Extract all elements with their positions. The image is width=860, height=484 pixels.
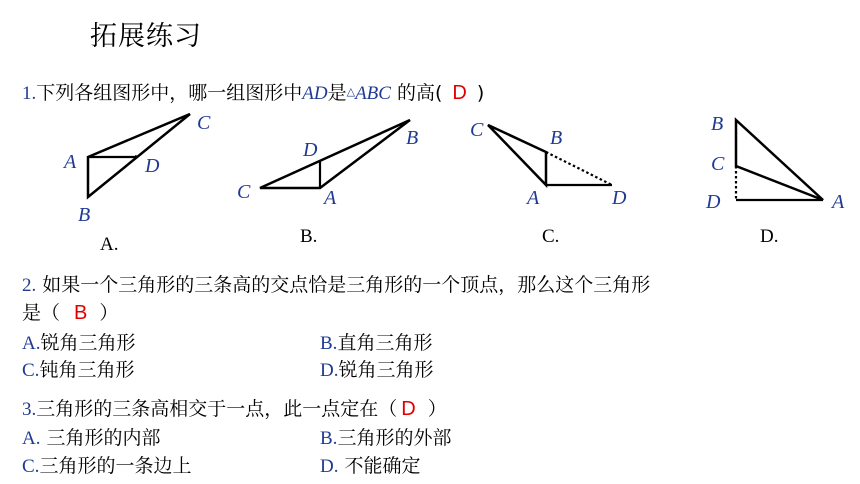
question-text: 三角形的三条高相交于一点，此一点定在（: [36, 398, 398, 420]
triangle-symbol: △: [346, 85, 356, 98]
point-label: D: [303, 139, 318, 161]
option-letter: A.: [22, 333, 41, 354]
figure-a: [88, 114, 190, 197]
point-label: D: [612, 187, 627, 209]
option: [320, 355, 434, 382]
question-text: 如果一个三角形的三条高的交点恰是三角形的一个顶点，那么这个三角形: [36, 274, 651, 296]
triangle-label: ABC: [355, 83, 391, 104]
question-text: 是: [327, 82, 347, 104]
option: [22, 451, 191, 478]
point-label: B: [78, 204, 91, 226]
option-letter: C.: [22, 360, 40, 381]
figure-label: D.: [760, 226, 779, 247]
option-text: 不能确定: [338, 455, 421, 477]
option: [22, 355, 134, 382]
option-text: 直角三角形: [337, 332, 433, 354]
option-letter: A.: [22, 428, 41, 449]
option: [22, 328, 136, 355]
point-label: C: [197, 112, 211, 134]
option-text: 三角形的内部: [40, 427, 161, 449]
option: [320, 423, 451, 450]
point-label: A: [324, 187, 337, 209]
question-3: [22, 394, 447, 421]
question-text: 下列各组图形中，哪一组图形中: [36, 82, 303, 104]
option: [22, 423, 161, 450]
figure-d: [736, 120, 823, 200]
point-label: C: [237, 181, 251, 203]
page-title: 拓展练习: [90, 21, 202, 52]
option-letter: D.: [320, 360, 339, 381]
question-number: 1.: [22, 83, 37, 104]
point-label: D: [145, 155, 160, 177]
option-text: 锐角三角形: [40, 332, 136, 354]
question-text: ）: [99, 302, 119, 324]
point-label: C: [470, 119, 484, 141]
option: [320, 328, 432, 355]
figure-label: C.: [542, 226, 560, 247]
point-label: B: [550, 127, 563, 149]
figure-b: [260, 120, 410, 188]
point-label: D: [706, 191, 721, 213]
question-text: ): [476, 82, 485, 104]
question-text: 的高(: [390, 82, 443, 104]
point-label: A: [832, 191, 845, 213]
figure-label: B.: [300, 226, 318, 247]
point-label: B: [406, 127, 419, 149]
question-2-line2: [22, 298, 118, 325]
question-number: 2.: [22, 275, 37, 296]
point-label: A: [64, 151, 77, 173]
point-label: C: [711, 153, 725, 175]
option-text: 三角形的外部: [337, 427, 452, 449]
option-text: 钝角三角形: [39, 359, 135, 381]
option-text: 锐角三角形: [338, 359, 434, 381]
point-label: A: [527, 187, 540, 209]
question-text: ）: [427, 398, 447, 420]
question-text: 是（: [22, 302, 61, 324]
answer: D: [452, 82, 467, 104]
option-letter: B.: [320, 333, 338, 354]
segment-label: AD: [302, 83, 328, 104]
point-label: B: [711, 113, 724, 135]
answer: D: [401, 398, 416, 420]
option-letter: C.: [22, 456, 40, 477]
figures-row: [0, 100, 860, 260]
question-number: 3.: [22, 399, 37, 420]
answer: B: [74, 302, 88, 324]
option: [320, 451, 421, 478]
question-2: [22, 270, 650, 297]
option-letter: B.: [320, 428, 338, 449]
option-letter: D.: [320, 456, 339, 477]
figure-label: A.: [100, 234, 119, 255]
option-text: 三角形的一条边上: [39, 455, 192, 477]
